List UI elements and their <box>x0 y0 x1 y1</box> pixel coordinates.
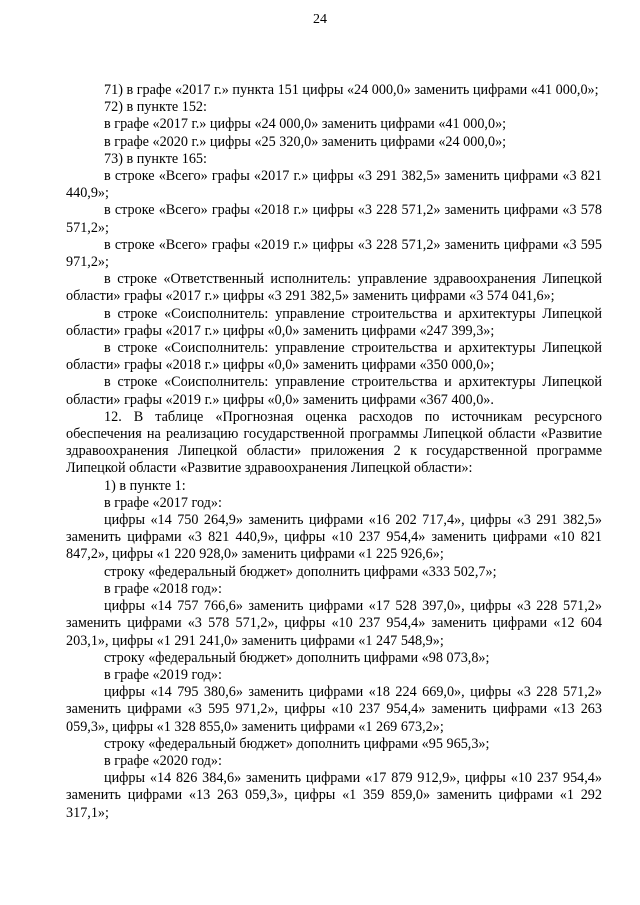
paragraph-73-total-2018: в строке «Всего» графы «2018 г.» цифры «3 228 571,2» заменить цифрами «3 578 571,2»; <box>66 202 602 236</box>
paragraph-12-item-1: 1) в пункте 1: <box>104 477 186 494</box>
column-2017-heading: в графе «2017 год»: <box>104 494 222 511</box>
paragraph-73-coexecutor-2017: в строке «Соисполнитель: управление строительства и архитектуры Липецкой области» графы «2017 г.» цифры «0,0» заменить цифрами «247 399,3»; <box>66 305 602 339</box>
paragraph-73-total-2019: в строке «Всего» графы «2019 г.» цифры «3 228 571,2» заменить цифрами «3 595 971,2»; <box>66 236 602 271</box>
paragraph-73-responsible-2017: в строке «Ответственный исполнитель: управление здравоохранения Липецкой области» графы «2017 г.» цифры «3 291 382,5» заменить цифрами «3 574 041,6»; <box>66 271 602 305</box>
page-number: 24 <box>313 12 327 27</box>
document-body <box>66 82 602 822</box>
column-2018-federal: строку «федеральный бюджет» дополнить цифрами «98 073,8»; <box>104 649 490 666</box>
column-2018-figures: цифры «14 757 766,6» заменить цифрами «17 528 397,0», цифры «3 228 571,2» заменить цифрами «3 578 571,2», цифры «10 237 954,4» заменить цифрами «12 604 203,1», цифры «1 291 241,0» заменить цифрами «1 247 548,9»; <box>66 598 602 649</box>
column-2017-federal: строку «федеральный бюджет» дополнить цифрами «333 502,7»; <box>104 563 497 580</box>
paragraph-73: 73) в пункте 165: <box>104 150 207 167</box>
paragraph-73-coexecutor-2019: в строке «Соисполнитель: управление строительства и архитектуры Липецкой области» графы «2019 г.» цифры «0,0» заменить цифрами «367 400,0». <box>66 374 602 408</box>
paragraph-12: 12. В таблице «Прогнозная оценка расходов по источникам ресурсного обеспечения на реализацию государственной программы Липецкой области «Развитие здравоохранения Липецкой области» приложения 2 к государственной программе Липецкой области «Развитие здравоохранения Липецкой области»: <box>66 408 602 477</box>
column-2019-figures: цифры «14 795 380,6» заменить цифрами «18 224 669,0», цифры «3 228 571,2» заменить цифрами «3 595 971,2», цифры «10 237 954,4» заменить цифрами «13 263 059,3», цифры «1 328 855,0» заменить цифрами «1 269 673,2»; <box>66 684 602 735</box>
column-2018-heading: в графе «2018 год»: <box>104 580 222 597</box>
paragraph-72-item-2020: в графе «2020 г.» цифры «25 320,0» заменить цифрами «24 000,0»; <box>104 133 507 150</box>
column-2019-federal: строку «федеральный бюджет» дополнить цифрами «95 965,3»; <box>104 735 490 752</box>
paragraph-73-total-2017: в строке «Всего» графы «2017 г.» цифры «3 291 382,5» заменить цифрами «3 821 440,9»; <box>66 168 602 202</box>
paragraph-73-coexecutor-2018: в строке «Соисполнитель: управление строительства и архитектуры Липецкой области» графы «2018 г.» цифры «0,0» заменить цифрами «350 000,0»; <box>66 340 602 374</box>
column-2020-heading: в графе «2020 год»: <box>104 752 222 769</box>
paragraph-72: 72) в пункте 152: <box>104 99 207 116</box>
column-2019-heading: в графе «2019 год»: <box>104 666 222 683</box>
paragraph-71: 71) в графе «2017 г.» пункта 151 цифры «24 000,0» заменить цифрами «41 000,0»; <box>104 82 599 98</box>
column-2017-figures: цифры «14 750 264,9» заменить цифрами «16 202 717,4», цифры «3 291 382,5» заменить цифрами «3 821 440,9», цифры «10 237 954,4» заменить цифрами «10 821 847,2», цифры «1 220 928,0» заменить цифрами «1 225 926,6»; <box>66 512 602 563</box>
paragraph-72-item-2017: в графе «2017 г.» цифры «24 000,0» заменить цифрами «41 000,0»; <box>104 116 507 133</box>
column-2020-figures: цифры «14 826 384,6» заменить цифрами «17 879 912,9», цифры «10 237 954,4» заменить цифрами «13 263 059,3», цифры «1 359 859,0» заменить цифрами «1 292 317,1»; <box>66 770 602 821</box>
